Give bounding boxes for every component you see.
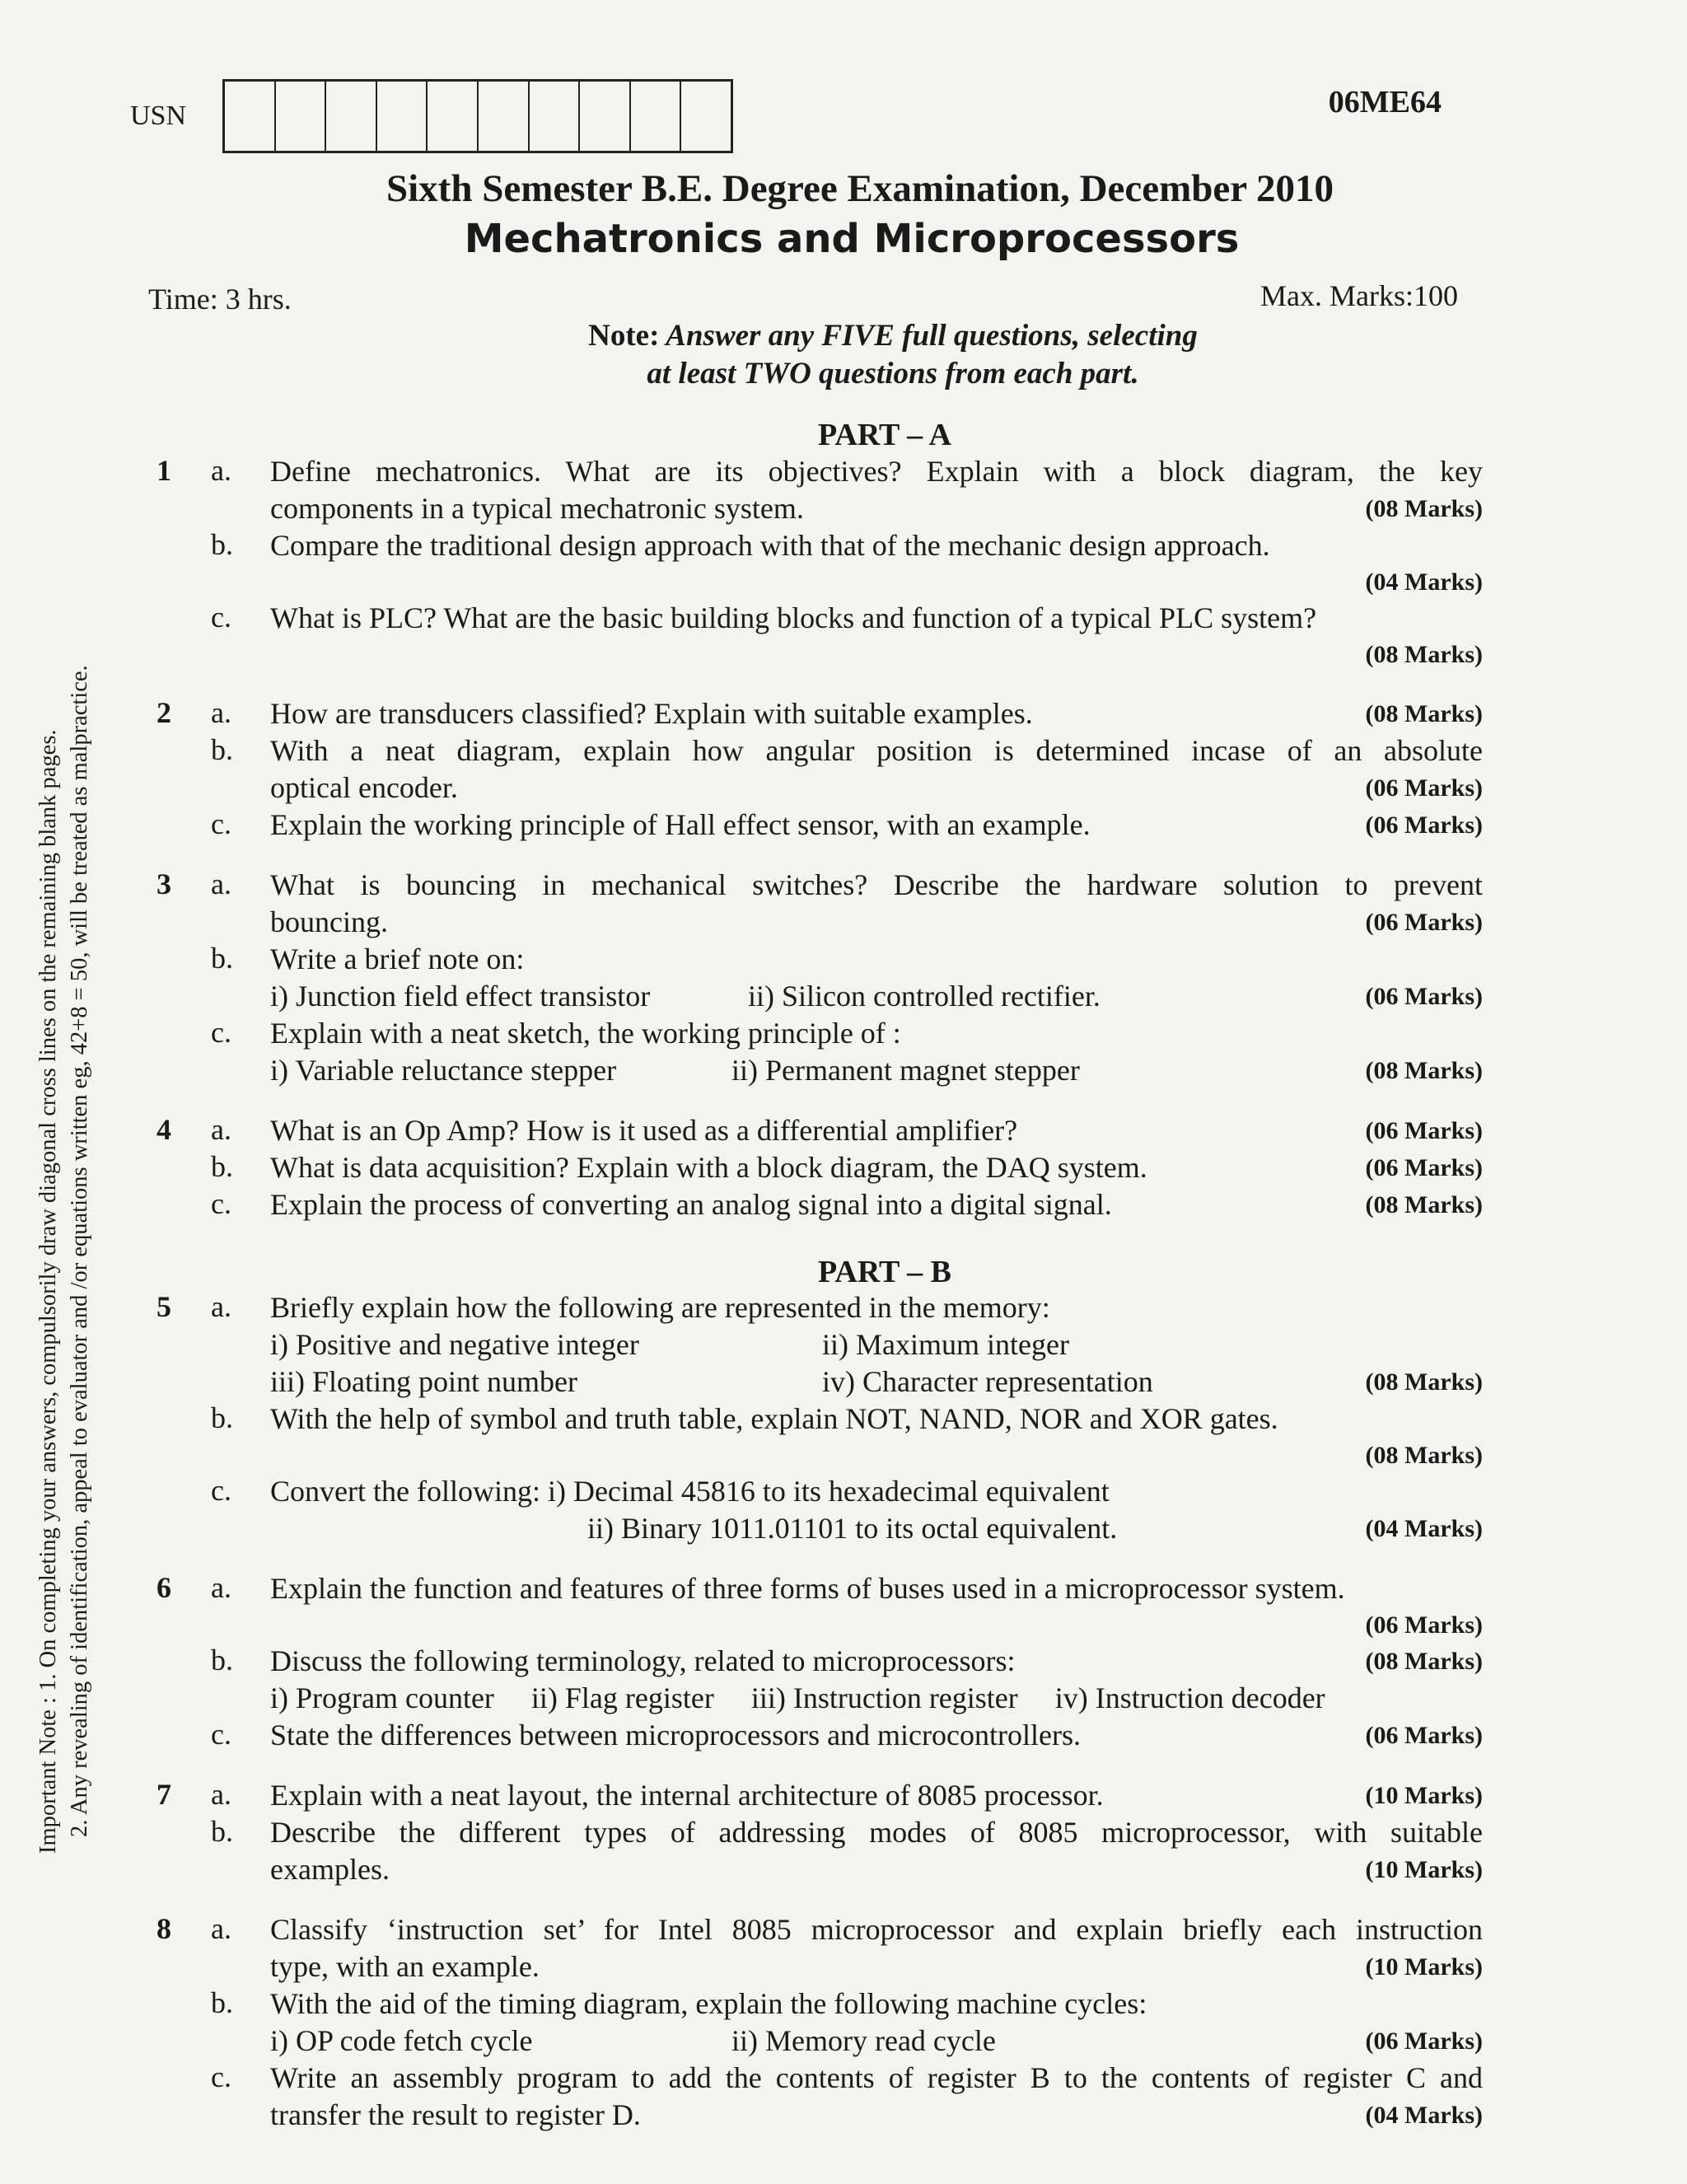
marks: (04 Marks)	[1365, 568, 1483, 596]
q2b-text-1: With a neat diagram, explain how angular position is determined incase of an absolute	[270, 734, 1483, 767]
marks: (08 Marks)	[1365, 1057, 1483, 1084]
q6c-text: State the differences between microprocessors and microcontrollers.	[270, 1719, 1081, 1751]
usn-boxes	[222, 79, 733, 153]
question-number: 7	[157, 1778, 171, 1811]
sub-label: c.	[211, 1718, 231, 1751]
subject-code: 06ME64	[1328, 85, 1442, 119]
option: i) Positive and negative integer	[270, 1328, 639, 1361]
marks: (10 Marks)	[1365, 1953, 1483, 1981]
question-number: 8	[157, 1912, 171, 1945]
sub-label: b.	[211, 1150, 233, 1183]
q2c-text: Explain the working principle of Hall effect sensor, with an example.	[270, 808, 1091, 841]
q5c-text-1: Convert the following: i) Decimal 45816 to its hexadecimal equivalent	[270, 1475, 1110, 1508]
q2b-text-2: optical encoder.	[270, 771, 458, 804]
marks: (04 Marks)	[1365, 1515, 1483, 1542]
q8c-text-1: Write an assembly program to add the contents of register B to the contents of register C and	[270, 2061, 1483, 2094]
sub-label: a.	[211, 868, 231, 900]
q1a-text-2: components in a typical mechatronic system.	[270, 492, 804, 525]
side-note-2: 2. Any revealing of identification, appeal to evaluator and /or equations written eg, 42+8 = 50, will be treated as malpractice.	[67, 665, 92, 1837]
q4b-text: What is data acquisition? Explain with a block diagram, the DAQ system.	[270, 1151, 1147, 1184]
marks: (06 Marks)	[1365, 1154, 1483, 1181]
q7b-text-2: examples.	[270, 1853, 390, 1886]
q1a-text-1: Define mechatronics. What are its objectives? Explain with a block diagram, the key	[270, 455, 1483, 488]
sub-label: a.	[211, 696, 231, 729]
note-label: Note:	[588, 319, 660, 353]
question-number: 2	[157, 696, 171, 729]
option: i) Junction field effect transistor	[270, 980, 651, 1012]
exam-title: Sixth Semester B.E. Degree Examination, December 2010	[386, 167, 1334, 210]
time-allowed: Time: 3 hrs.	[148, 283, 292, 316]
option: iv) Character representation	[822, 1365, 1153, 1398]
sub-label: b.	[211, 1644, 233, 1677]
option: i) OP code fetch cycle	[270, 2024, 533, 2057]
marks: (06 Marks)	[1365, 983, 1483, 1010]
note-line-2: at least TWO questions from each part.	[647, 357, 1139, 391]
q1c-text: What is PLC? What are the basic building blocks and function of a typical PLC system?	[270, 601, 1317, 634]
sub-label: b.	[211, 1986, 233, 2019]
q6a-text: Explain the function and features of three forms of buses used in a microprocessor system.	[270, 1572, 1345, 1605]
sub-label: b.	[211, 733, 233, 766]
marks: (08 Marks)	[1365, 1648, 1483, 1675]
marks: (06 Marks)	[1365, 909, 1483, 936]
q8a-text-2: type, with an example.	[270, 1950, 540, 1983]
sub-label: c.	[211, 1474, 231, 1507]
marks: (10 Marks)	[1365, 1782, 1483, 1809]
marks: (08 Marks)	[1365, 641, 1483, 668]
sub-label: a.	[211, 1778, 231, 1811]
q7b-text-1: Describe the different types of addressing modes of 8085 microprocessor, with suitable	[270, 1816, 1483, 1849]
q8b-text: With the aid of the timing diagram, explain the following machine cycles:	[270, 1987, 1147, 2020]
part-b-heading: PART – B	[818, 1255, 951, 1289]
sub-label: a.	[211, 1290, 231, 1323]
question-number: 3	[157, 868, 171, 900]
marks: (08 Marks)	[1365, 1442, 1483, 1469]
q6b-text-1: Discuss the following terminology, related to microprocessors:	[270, 1644, 1016, 1677]
question-6	[157, 1570, 1483, 1754]
q4c-text: Explain the process of converting an analog signal into a digital signal.	[270, 1188, 1112, 1221]
q5b-text: With the help of symbol and truth table, explain NOT, NAND, NOR and XOR gates.	[270, 1402, 1278, 1435]
q1b-text: Compare the traditional design approach with that of the mechanic design approach.	[270, 529, 1270, 562]
sub-label: c.	[211, 601, 231, 634]
question-number: 5	[157, 1290, 171, 1323]
question-5	[157, 1289, 1483, 1547]
option: iii) Floating point number	[270, 1365, 577, 1398]
marks: (08 Marks)	[1365, 495, 1483, 522]
side-note	[33, 288, 96, 1854]
sub-label: a.	[211, 1912, 231, 1945]
q5a-text: Briefly explain how the following are represented in the memory:	[270, 1291, 1050, 1324]
marks: (08 Marks)	[1365, 1191, 1483, 1218]
question-number: 6	[157, 1571, 171, 1604]
sub-label: c.	[211, 1187, 231, 1220]
marks: (08 Marks)	[1365, 700, 1483, 727]
question-7	[157, 1777, 1483, 1888]
question-4	[157, 1112, 1483, 1223]
marks: (08 Marks)	[1365, 1368, 1483, 1396]
marks: (06 Marks)	[1365, 1722, 1483, 1749]
note-line-1	[0, 318, 1687, 353]
note-text-1: Answer any FIVE full questions, selecting	[666, 319, 1198, 353]
q5c-text-2: ii) Binary 1011.01101 to its octal equivalent.	[587, 1512, 1118, 1545]
marks: (06 Marks)	[1365, 1611, 1483, 1639]
question-number: 1	[157, 454, 171, 487]
q3a-text-1: What is bouncing in mechanical switches? Describe the hardware solution to prevent	[270, 868, 1483, 901]
q8c-text-2: transfer the result to register D.	[270, 2098, 641, 2131]
question-number: 4	[157, 1113, 171, 1146]
marks: (06 Marks)	[1365, 774, 1483, 802]
usn-label: USN	[130, 101, 187, 131]
marks: (04 Marks)	[1365, 2102, 1483, 2129]
sub-label: a.	[211, 1113, 231, 1146]
side-note-1: Important Note : 1. On completing your answers, compulsorily draw diagonal cross lines on the remaining blank pages.	[35, 729, 61, 1854]
option: ii) Permanent magnet stepper	[731, 1054, 1080, 1087]
option: ii) Memory read cycle	[731, 2024, 996, 2057]
sub-label: b.	[211, 1815, 233, 1848]
q3b-text: Write a brief note on:	[270, 942, 525, 975]
q3c-text: Explain with a neat sketch, the working principle of :	[270, 1017, 901, 1050]
question-8	[157, 1911, 1483, 2134]
max-marks: Max. Marks:100	[1260, 279, 1458, 312]
q4a-text: What is an Op Amp? How is it used as a differential amplifier?	[270, 1114, 1018, 1147]
marks: (06 Marks)	[1365, 2027, 1483, 2055]
questions	[157, 453, 1483, 2134]
subject-title: Mechatronics and Microprocessors	[464, 216, 1240, 262]
q6b-text-2: i) Program counter ii) Flag register iii) Instruction register iv) Instruction decoder	[270, 1681, 1325, 1714]
question-1	[157, 453, 1483, 672]
marks: (10 Marks)	[1365, 1856, 1483, 1883]
sub-label: a.	[211, 454, 231, 487]
marks: (06 Marks)	[1365, 1117, 1483, 1144]
sub-label: b.	[211, 1401, 233, 1434]
sub-label: c.	[211, 1016, 231, 1049]
q2a-text: How are transducers classified? Explain with suitable examples.	[270, 697, 1033, 730]
q8a-text-1: Classify ‘instruction set’ for Intel 8085 microprocessor and explain briefly each instruction	[270, 1913, 1483, 1946]
q7a-text: Explain with a neat layout, the internal architecture of 8085 processor.	[270, 1779, 1104, 1812]
q3a-text-2: bouncing.	[270, 905, 388, 938]
sub-label: a.	[211, 1571, 231, 1604]
question-2	[157, 695, 1483, 844]
part-a-heading: PART – A	[818, 418, 951, 452]
marks: (06 Marks)	[1365, 811, 1483, 839]
sub-label: b.	[211, 942, 233, 975]
option: i) Variable reluctance stepper	[270, 1054, 617, 1087]
option: ii) Silicon controlled rectifier.	[748, 980, 1101, 1012]
option: ii) Maximum integer	[822, 1328, 1069, 1361]
sub-label: c.	[211, 2060, 231, 2093]
question-3	[157, 867, 1483, 1089]
sub-label: b.	[211, 528, 233, 561]
sub-label: c.	[211, 807, 231, 840]
